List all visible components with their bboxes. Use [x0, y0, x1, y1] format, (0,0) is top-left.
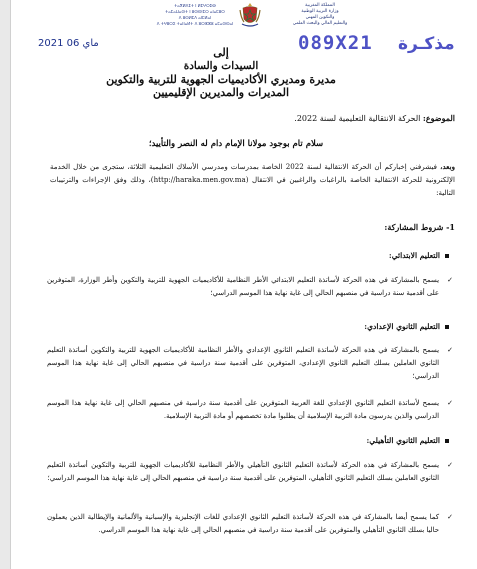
condition-item: ✓ يسمح لأساتذة التعليم الثانوي الإعدادي للغة العربية المتوفرين على أقدمية سنة دراسية في منصبهم الحالي إلى غاية نهاية هذا الموسم الدراسي والذين يدرسون مادة التربية الإسلامية أن يطلبوا مادة تخصصهم أو مادة التربية الإسلامية. — [47, 397, 453, 423]
greeting: سلام تام بوجود مولانا الإمام دام له النصر والتأييد؛ — [148, 139, 324, 149]
header-amazigh-line: ⴷ ⵓⵙⵍⵎⴷ ⴰⵏⵎⵍⴰⵏ — [178, 15, 212, 20]
condition-item: ✓ يسمح بالمشاركة في هذه الحركة لأساتذة التعليم الثانوي الإعدادي والأطر النظامية للأكاديميات الجهوية للتربية والتكوين أساتذة التعليم الثانوي العاملين بسلك التعليم الثانوي الإعدادي، المتوفرين على أقدمية سنة دراسية في منصبهم الحالي إلى غاية نهاية هذا الموسم الدراسي؛ — [47, 344, 453, 383]
category-heading — [366, 436, 449, 445]
addressee-line: المديرات والمديرين الإقليميين — [152, 86, 290, 99]
memo-number: 089X21 — [298, 32, 373, 54]
bullet-square-icon — [445, 439, 449, 443]
bullet-square-icon — [445, 254, 449, 258]
category-label: التعليم الابتدائي: — [388, 251, 440, 260]
section-heading: 1- شروط المشاركة: — [384, 222, 455, 232]
category-label: التعليم الثانوي الإعدادي: — [364, 322, 440, 331]
category-heading — [364, 322, 449, 331]
intro-lead: وبعد، — [440, 162, 456, 171]
header-arabic-line: والتعليم العالي والبحث العلمي — [292, 21, 348, 26]
condition-item: ✓ يسمح بالمشاركة في هذه الحركة لأساتذة التعليم الثانوي التأهيلي والأطر النظامية للأكاديميات الجهوية للتربية والتكوين أساتذة التعليم الثانوي العاملين بسلك التعليم الثانوي التأهيلي، المتوفرين على أقدمية سنة دراسية في منصبهم الحالي إلى غاية نهاية هذا الموسم الدراسي؛ — [47, 459, 453, 485]
header-arabic-line: المملكة المغربية — [305, 3, 335, 8]
header-amazigh-line: ⵜⴰⵎⴰⵡⴰⵙⵜ ⵏ ⵓⵙⵙⵏⵎⵔ ⴰⵏⴰⵎⵓⵔ — [165, 9, 225, 14]
page-edge — [0, 0, 11, 569]
header-arabic-line: والتكوين المهني — [305, 15, 335, 20]
category-label: التعليم الثانوي التأهيلي: — [366, 436, 440, 445]
stamp-date: 2021 ماي 06 — [38, 38, 99, 49]
bullet-square-icon — [445, 325, 449, 329]
intro-paragraph — [50, 160, 455, 199]
coat-of-arms-icon — [239, 2, 261, 29]
condition-item: ✓ يسمح بالمشاركة في هذه الحركة لأساتذة التعليم الابتدائي الأطر النظامية للأكاديميات الجهوية للتربية والتكوين وأطر الوزارة، المتوفرين على أقدمية سنة دراسية في منصبهم الحالي إلى غاية نهاية هذا الموسم الدراسي؛ — [47, 274, 453, 300]
header-amazigh — [141, 3, 249, 27]
category-heading — [389, 251, 449, 260]
intro-text: فيشرفني إخباركم أن الحركة الانتقالية لسنة 2022 الخاصة بمدرسات ومدرسي الأسلاك التعليمية الثلاثة، ستجرى من خلال الخدمة الإلكترونية للحركة الانتقالية الخاصة بالراغبات والراغبين في الانتقال (http://haraka.men.gov.ma)، وذلك وفق الإجراءات والترتيبات التالية: — [50, 162, 455, 197]
subject-text: الحركة الانتقالية التعليمية لسنة 2022. — [294, 114, 421, 123]
addressee-to: إلى — [213, 46, 229, 59]
header-amazigh-line: ⵜⴰⴳⵍⴷⵉⵜ ⵏ ⵍⵎⵖⵔⵉⴱ — [174, 3, 216, 8]
memo-label: مذكـرة — [398, 34, 455, 54]
addressee-line: السيدات والسادة — [183, 60, 259, 72]
header-amazigh-line: ⴷ ⵜⵖⵓⵔⵉ ⵜⴰⵏⵏⴰⵍⵜ ⴷ ⵓⵔⵣⵣⵓ ⴰⵎⴰⵙⵙⴰⵏ — [156, 21, 234, 26]
subject-line — [294, 113, 455, 123]
addressee-line: مديرة ومديري الأكاديميات الجهوية للتربية والتكوين — [106, 73, 336, 86]
memo-document — [16, 0, 467, 569]
subject-label: الموضوع: — [422, 113, 455, 123]
header-arabic-line: وزارة التربية الوطنية — [301, 9, 339, 14]
condition-item: ✓ كما يسمح أيضا بالمشاركة في هذه الحركة لأساتذة التعليم الثانوي الإعدادي للغات الإنجليزية والإسبانية والألمانية والإيطالية الذين يعملون حاليا بسلك الثانوي التأهيلي والمتوفرين على أقدمية سنة دراسية في منصبهم الحالي إلى غاية نهاية هذا الموسم الدراسي. — [47, 511, 453, 537]
header-arabic — [268, 3, 372, 27]
